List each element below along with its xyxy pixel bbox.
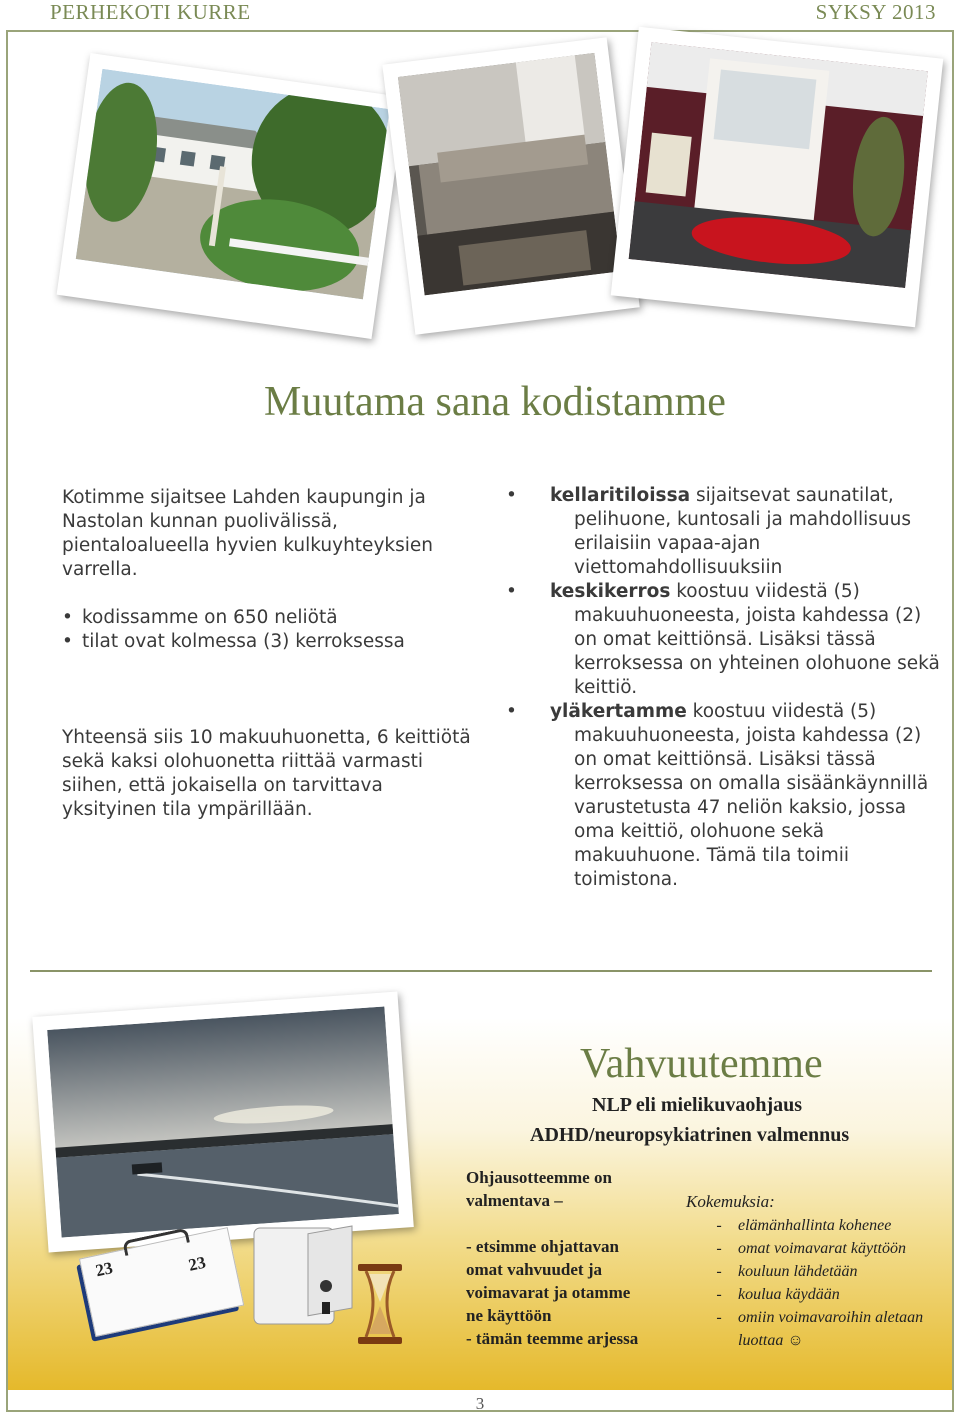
experience-text: koulua käydään — [738, 1286, 840, 1303]
guidance-line: Ohjausotteemme on — [466, 1168, 612, 1187]
floor-name: keskikerros — [550, 581, 671, 602]
list-item: - omat voimavarat käyttöön — [700, 1237, 952, 1260]
list-item: - kouluun lähdetään — [700, 1260, 952, 1283]
experience-text: omat voimavarat käyttöön — [738, 1240, 906, 1257]
list-item: - koulua käydään — [700, 1283, 952, 1306]
subtitle-nlp: NLP eli mielikuvaohjaus — [592, 1094, 803, 1116]
guidance-line: omat vahvuudet ja — [466, 1260, 603, 1279]
guidance-line: voimavarat ja otamme — [466, 1283, 631, 1302]
facts-list — [62, 606, 472, 654]
experiences-title: Kokemuksia: — [686, 1192, 775, 1211]
guidance-line: ne käyttöön — [466, 1306, 552, 1325]
guidance-text — [466, 1166, 666, 1350]
hourglass-image — [354, 1262, 406, 1346]
guidance-line: - tämän teemme arjessa — [466, 1329, 639, 1348]
strengths-title: Vahvuutemme — [580, 1041, 823, 1087]
list-item: • tilat ovat kolmessa (3) kerroksessa — [62, 630, 472, 654]
floor-name: yläkertamme — [550, 701, 687, 722]
list-item: • kodissamme on 650 neliötä — [62, 606, 472, 630]
floor-text: koostuu viidestä (5) makuuhuoneesta, joista kahdessa (2) on omat keittiönsä. Lisäksi tässä kerroksessa on omalla sisäänkäynnillä varustetusta 47 neliön kaksio, jossa oma keittiö, olohuone sekä makuuhuone. Tämä tila toimii toimistona. — [574, 701, 929, 890]
experience-text: omiin voimavaroihin aletaan luottaa ☺ — [738, 1309, 924, 1349]
safe-image — [250, 1222, 354, 1332]
experience-text: kouluun lähdetään — [738, 1263, 858, 1280]
experience-text: elämänhallinta kohenee — [738, 1217, 892, 1234]
list-item: - elämänhallinta kohenee — [700, 1214, 952, 1237]
page-number: 3 — [475, 1394, 485, 1413]
calendar-number: 23 — [93, 1258, 115, 1281]
right-column — [530, 484, 940, 892]
header-left: PERHEKOTI KURRE — [50, 0, 251, 24]
guidance-line — [466, 1212, 666, 1235]
living-room-photo — [382, 37, 639, 335]
guidance-line: valmentava – — [466, 1191, 563, 1210]
divider — [30, 970, 932, 972]
floor-text: koostuu viidestä (5) makuuhuoneesta, joista kahdessa (2) on omat keittiönsä. Lisäksi tässä kerroksessa on yhteinen olohuone sekä keittiö. — [574, 581, 940, 698]
left-column — [62, 486, 472, 822]
floor-name: kellaritiloissa — [550, 485, 691, 506]
hallway-photo — [611, 27, 944, 328]
lake-photo — [32, 992, 414, 1253]
list-item — [530, 700, 940, 892]
header-right: SYKSY 2013 — [815, 0, 936, 24]
list-item — [530, 580, 940, 700]
floor-text: sijaitsevat saunatilat, pelihuone, kuntosali ja mahdollisuus erilaisiin vapaa-ajan viettomahdollisuuksiin — [574, 485, 911, 578]
list-item — [530, 484, 940, 580]
list-item: - omiin voimavaroihin aletaan luottaa ☺ — [700, 1306, 952, 1352]
house-photo — [57, 53, 406, 339]
guidance-line: - etsimme ohjattavan — [466, 1237, 619, 1256]
summary-text: Yhteensä siis 10 makuuhuonetta, 6 keittiötä sekä kaksi olohuonetta riittää varmasti siihen, että jokaisella on tarvittava yksityinen tila ympärillään. — [62, 727, 471, 820]
calendar-number: 23 — [186, 1252, 208, 1275]
intro-text: Kotimme sijaitsee Lahden kaupungin ja Nastolan kunnan puolivälissä, pientaloalueella hyvien kulkuyhteyksien varrella. — [62, 487, 433, 580]
experiences-list — [700, 1214, 952, 1352]
subtitle-adhd: ADHD/neuropsykiatrinen valmennus — [530, 1124, 850, 1146]
section-title: Muutama sana kodistamme — [264, 379, 726, 425]
floors-list — [530, 484, 940, 892]
